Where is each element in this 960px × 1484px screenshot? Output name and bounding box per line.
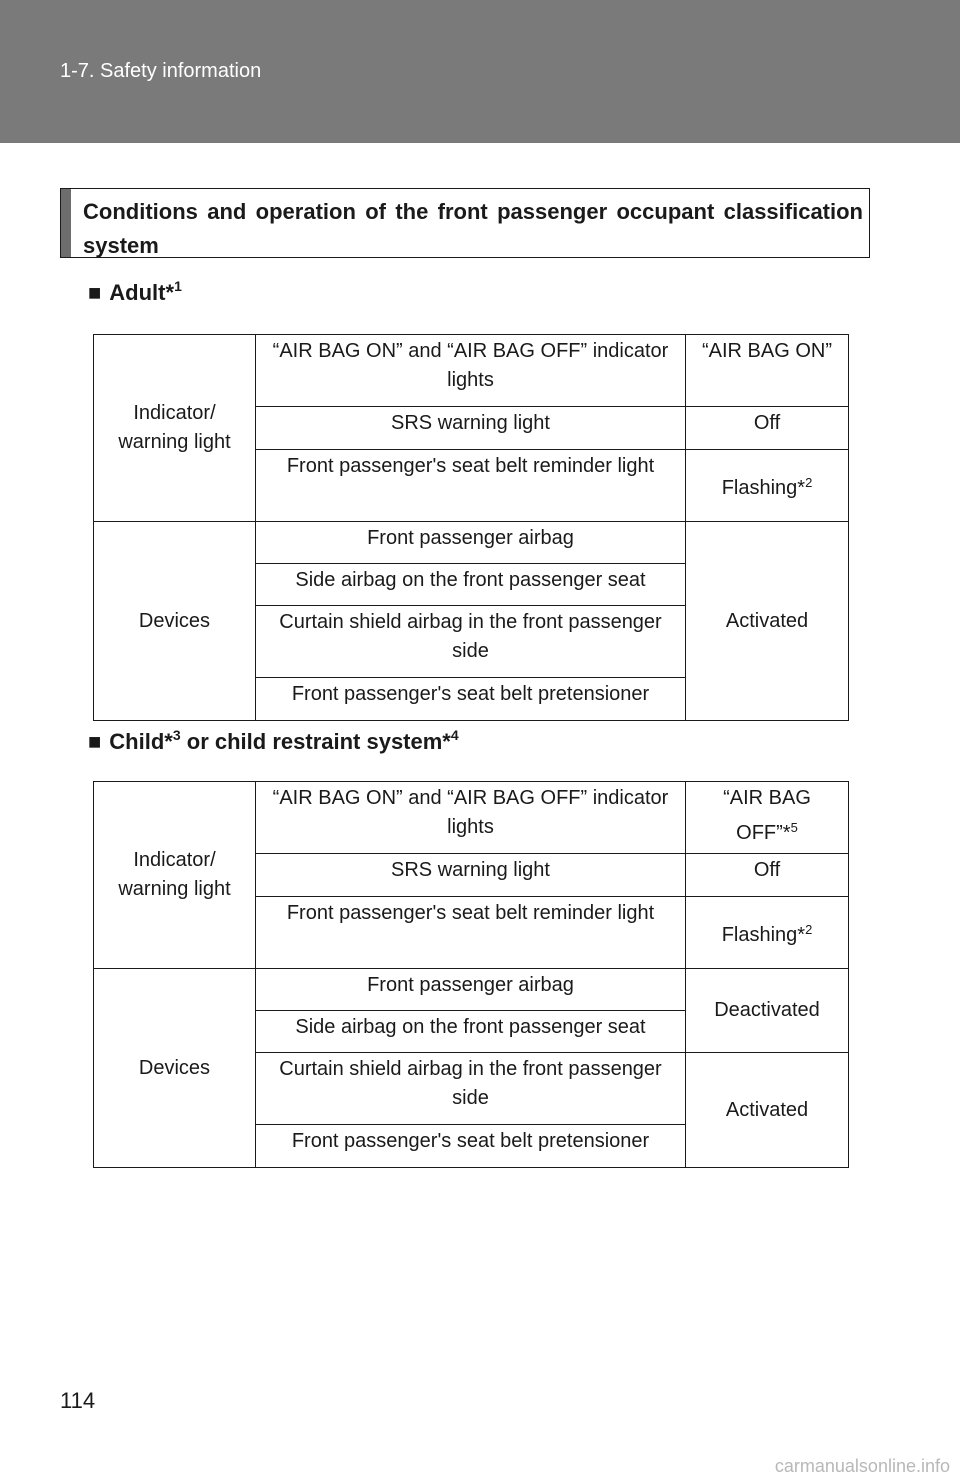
belt-reminder-value: [686, 450, 849, 522]
bullet-square-icon: ■: [88, 729, 102, 754]
table-row: [94, 522, 849, 564]
belt-reminder-value-text: Flashing*: [721, 924, 806, 946]
devices-group-cell: Devices: [94, 969, 256, 1168]
curtain-airbag-label: Curtain shield airbag in the front passenger side: [256, 1053, 686, 1125]
srs-label: SRS warning light: [256, 854, 686, 897]
adult-table: [93, 334, 849, 721]
section-title: Conditions and operation of the front passenger occupant classification system: [83, 199, 863, 258]
table-row: [94, 782, 849, 854]
belt-reminder-value-text: Flashing*: [721, 477, 806, 499]
footnote-ref: 5: [790, 820, 798, 835]
airbags-value: Deactivated: [686, 969, 849, 1053]
airbag-lights-value: [686, 782, 849, 854]
footnote-ref: 2: [805, 475, 813, 490]
airbag-lights-value: “AIR BAG ON”: [686, 335, 849, 407]
pretensioner-label: Front passenger's seat belt pretensioner: [256, 678, 686, 721]
front-airbag-label: Front passenger airbag: [256, 522, 686, 564]
table-row: [94, 335, 849, 407]
devices-value: Activated: [686, 522, 849, 721]
indicator-group-cell: Indicator/ warning light: [94, 782, 256, 969]
adult-heading: [88, 278, 182, 306]
adult-heading-text: Adult*: [109, 280, 175, 305]
footnote-ref: 2: [805, 922, 813, 937]
child-table: [93, 781, 849, 1168]
curtain-airbag-label: Curtain shield airbag in the front passenger side: [256, 606, 686, 678]
footnote-ref: 4: [450, 727, 459, 743]
footnote-ref: 3: [172, 727, 181, 743]
side-airbag-label: Side airbag on the front passenger seat: [256, 1011, 686, 1053]
others-value: Activated: [686, 1053, 849, 1168]
airbag-lights-label: “AIR BAG ON” and “AIR BAG OFF” indicator lights: [256, 335, 686, 407]
srs-value: Off: [686, 407, 849, 450]
front-airbag-label: Front passenger airbag: [256, 969, 686, 1011]
footnote-ref: 1: [174, 278, 182, 294]
breadcrumb: 1-7. Safety information: [60, 60, 262, 82]
bullet-square-icon: ■: [88, 280, 102, 305]
page-number: 114: [60, 1388, 96, 1413]
watermark: carmanualsonline.info: [774, 1456, 950, 1476]
belt-reminder-value: [686, 897, 849, 969]
child-heading: [88, 727, 459, 755]
indicator-group-cell: Indicator/ warning light: [94, 335, 256, 522]
child-heading-text-a: Child*: [109, 729, 173, 754]
table-row: [94, 969, 849, 1011]
belt-reminder-label: Front passenger's seat belt reminder light: [256, 450, 686, 522]
srs-value: Off: [686, 854, 849, 897]
devices-group-cell: Devices: [94, 522, 256, 721]
section-heading-bar: [61, 189, 71, 257]
airbag-lights-label: “AIR BAG ON” and “AIR BAG OFF” indicator lights: [256, 782, 686, 854]
belt-reminder-label: Front passenger's seat belt reminder light: [256, 897, 686, 969]
page-header: [0, 0, 960, 143]
side-airbag-label: Side airbag on the front passenger seat: [256, 564, 686, 606]
pretensioner-label: Front passenger's seat belt pretensioner: [256, 1125, 686, 1168]
child-heading-text-b: or child restraint system*: [180, 729, 451, 754]
srs-label: SRS warning light: [256, 407, 686, 450]
airbag-lights-value-text: “AIR BAG OFF”*: [723, 787, 811, 844]
section-heading-box: [60, 188, 870, 258]
